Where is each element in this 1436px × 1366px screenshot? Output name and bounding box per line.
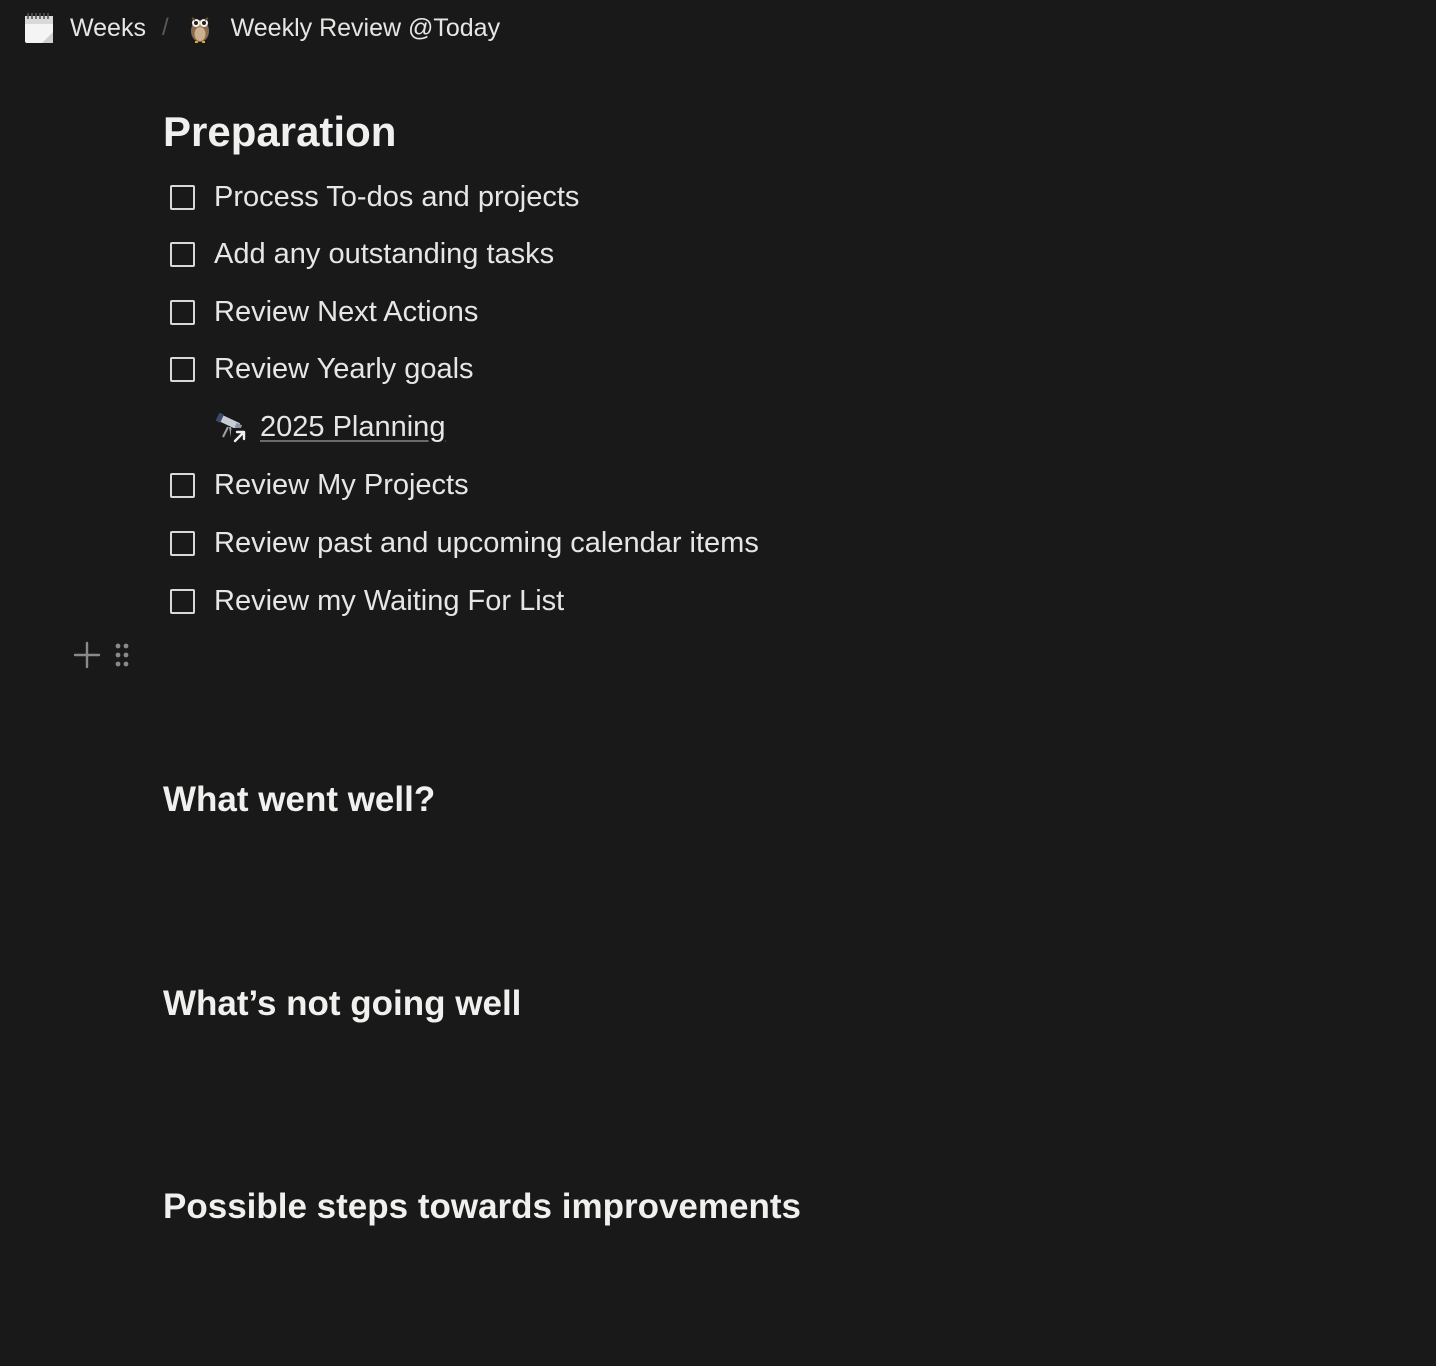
todo-label[interactable]: Add any outstanding tasks — [214, 237, 555, 270]
todo-item — [170, 292, 478, 332]
todo-checkbox[interactable] — [170, 185, 195, 210]
todo-checkbox[interactable] — [170, 473, 195, 498]
calendar-icon — [24, 12, 54, 44]
block-controls — [72, 640, 132, 670]
breadcrumb-item-weeks[interactable] — [24, 12, 146, 44]
drag-handle-icon[interactable] — [112, 640, 132, 670]
todo-item — [170, 581, 564, 621]
todo-label[interactable]: Review My Projects — [214, 468, 469, 501]
page-link-label: 2025 Planning — [260, 410, 446, 443]
todo-checkbox[interactable] — [170, 242, 195, 267]
section-heading-went-well[interactable]: What went well? — [163, 780, 436, 819]
breadcrumb — [24, 8, 500, 48]
section-heading-preparation[interactable]: Preparation — [163, 108, 397, 155]
section-heading-not-going-well[interactable]: What’s not going well — [163, 984, 522, 1023]
todo-item — [170, 349, 474, 389]
todo-label[interactable]: Review Next Actions — [214, 295, 479, 328]
todo-label[interactable]: Process To-dos and projects — [214, 180, 580, 213]
todo-checkbox[interactable] — [170, 357, 195, 382]
breadcrumb-label: Weekly Review @Today — [230, 13, 501, 42]
todo-label[interactable]: Review past and upcoming calendar items — [214, 526, 759, 559]
todo-item — [170, 177, 579, 217]
breadcrumb-label: Weeks — [70, 13, 146, 42]
todo-item — [170, 234, 554, 274]
breadcrumb-separator: / — [161, 14, 169, 41]
plus-icon[interactable] — [72, 640, 102, 670]
todo-checkbox[interactable] — [170, 589, 195, 614]
owl-icon — [185, 12, 215, 44]
page-link-2025-planning[interactable] — [214, 407, 445, 447]
todo-label[interactable]: Review my Waiting For List — [214, 584, 565, 617]
section-heading-improvements[interactable]: Possible steps towards improvements — [163, 1187, 801, 1226]
todo-checkbox[interactable] — [170, 531, 195, 556]
todo-label[interactable]: Review Yearly goals — [214, 352, 474, 385]
telescope-link-icon — [214, 409, 250, 445]
todo-item — [170, 523, 759, 563]
breadcrumb-item-weekly-review[interactable] — [185, 12, 500, 44]
todo-item — [170, 465, 469, 505]
todo-checkbox[interactable] — [170, 300, 195, 325]
